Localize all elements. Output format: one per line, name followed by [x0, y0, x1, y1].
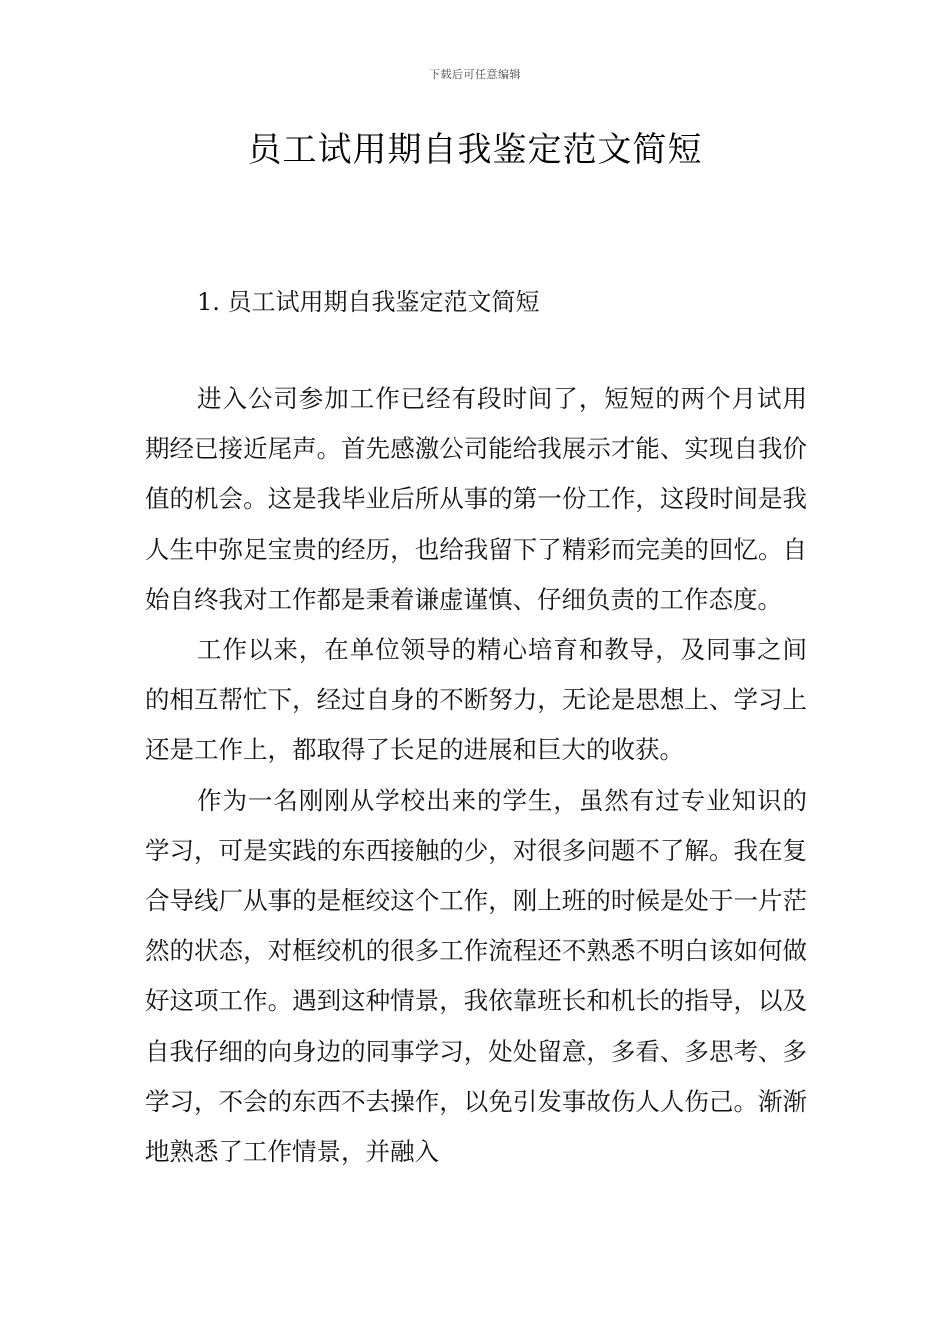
paragraph-3: 作为一名刚刚从学校出来的学生，虽然有过专业知识的学习，可是实践的东西接触的少，对很多问题不了解。我在复合导线厂从事的是框绞这个工作，刚上班的时候是处于一片茫然的状态，对框绞机的很多工作流程还不熟悉不明白该如何做好这项工作。遇到这种情景，我依靠班长和机长的指导，以及自我仔细的向身边的同事学习，处处留意，多看、多思考、多学习，不会的东西不去操作，以免引发事故伤人人伤己。渐渐地熟悉了工作情景，并融入 [145, 785, 807, 1167]
paragraph-2: 工作以来，在单位领导的精心培育和教导，及同事之间的相互帮忙下，经过自身的不断努力，无论是思想上、学习上还是工作上，都取得了长足的进展和巨大的收获。 [145, 635, 807, 765]
section-heading: 1. 员工试用期自我鉴定范文简短 [197, 288, 540, 316]
document-title: 员工试用期自我鉴定范文简短 [247, 130, 703, 170]
download-watermark: 下载后可任意编辑 [429, 68, 521, 81]
document-body [145, 374, 807, 1177]
paragraph-1: 进入公司参加工作已经有段时间了，短短的两个月试用期经已接近尾声。首先感激公司能给我展示才能、实现自我价值的机会。这是我毕业后所从事的第一份工作，这段时间是我人生中弥足宝贵的经历，也给我留下了精彩而完美的回忆。自始自终我对工作都是秉着谦虚谨慎、仔细负责的工作态度。 [145, 384, 807, 614]
